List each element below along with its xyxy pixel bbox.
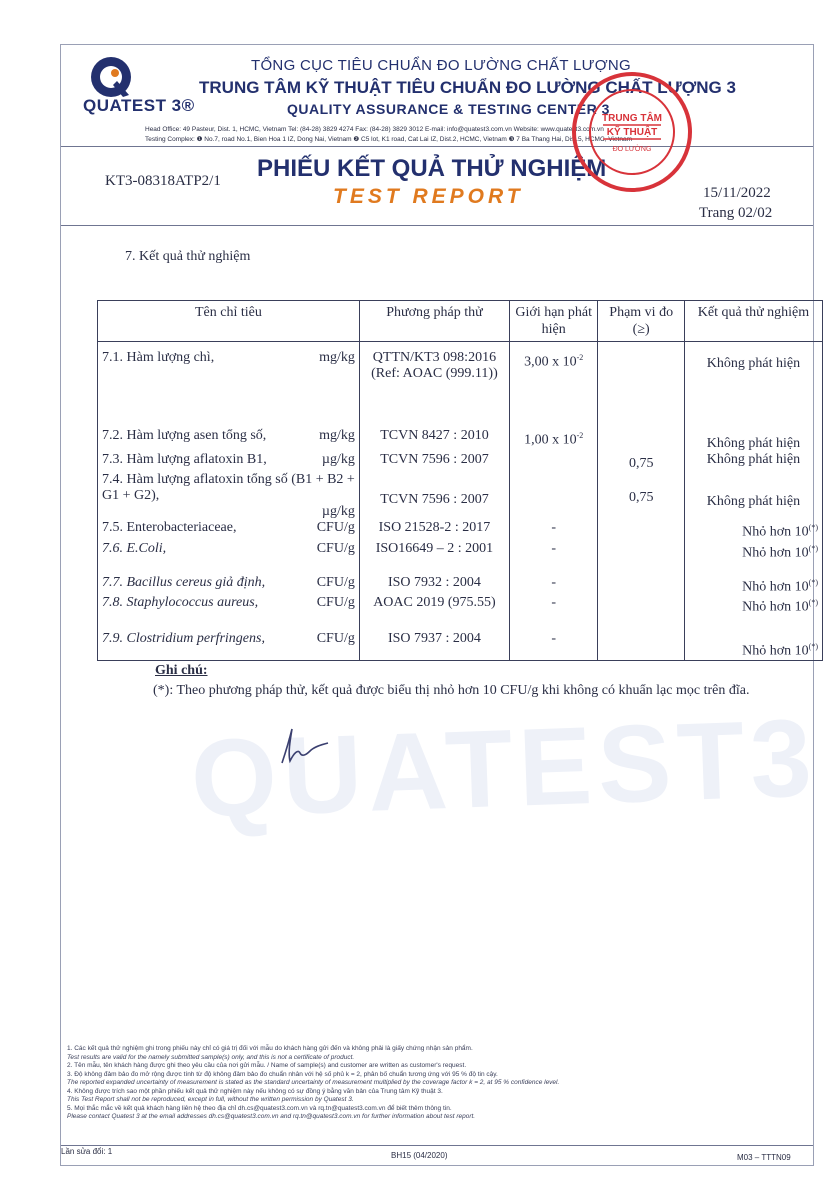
- row-result-sup: (*): [808, 642, 818, 652]
- table-row: [98, 452, 823, 472]
- row-range: [598, 520, 685, 541]
- row-name: 7.6. E.Coli,: [102, 540, 167, 556]
- form-code: BH15 (04/2020): [391, 1151, 448, 1160]
- row-result-sup: (*): [808, 523, 818, 532]
- row-method: ISO 7937 : 2004: [359, 631, 509, 660]
- row-name: 7.8. Staphylococcus aureus,: [102, 595, 259, 611]
- footer-note-3: 3. Độ không đảm bảo đo mở rộng được tính từ độ không đảm bảo đo chuẩn nhân với hệ số phủ k = 2, phân bố chuẩn tương ứng với 95 % độ tin cậy.: [67, 1070, 498, 1078]
- footer-note-4-en: This Test Report shall not be reproduced, except in full, without the written permission by Quatest 3.: [67, 1096, 354, 1103]
- row-range: [598, 342, 685, 429]
- row-unit: µg/kg: [321, 452, 355, 467]
- row-range: [598, 428, 685, 452]
- row-result: Nhỏ hơn 10: [742, 643, 809, 659]
- row-result: Không phát hiện: [706, 494, 801, 509]
- row-limit: 3,00 x 10: [524, 354, 577, 370]
- table-row: [98, 595, 823, 631]
- title-rule: [61, 225, 813, 226]
- row-result: Nhỏ hơn 10: [742, 545, 809, 561]
- report-page: [60, 44, 820, 1166]
- row-method: ISO 21528-2 : 2017: [359, 520, 509, 541]
- org-line-3: QUALITY ASSURANCE & TESTING CENTER 3: [287, 101, 610, 117]
- report-title-vi: PHIẾU KẾT QUẢ THỬ NGHIỆM: [257, 155, 607, 182]
- row-range: 0,75: [598, 472, 685, 520]
- header-result: Kết quả thử nghiệm: [684, 301, 822, 342]
- header-method: Phương pháp thử: [359, 301, 509, 342]
- row-limit-exp: -2: [576, 353, 584, 362]
- row-name: 7.3. Hàm lượng aflatoxin B1,: [102, 452, 267, 467]
- footer-note-1-en: Test results are valid for the namely submitted sample(s) only, and this is not a certificate of product.: [67, 1053, 355, 1061]
- row-result: Nhỏ hơn 10: [742, 579, 809, 595]
- row-unit: µg/kg: [321, 504, 355, 519]
- row-limit-exp: -2: [576, 431, 584, 440]
- table-row: [98, 428, 823, 452]
- header-rule: [61, 146, 813, 147]
- signature-icon: [276, 723, 336, 767]
- row-result-sup: (*): [808, 543, 818, 553]
- row-result: Nhỏ hơn 10: [742, 524, 809, 540]
- footer-note-5: 5. Mọi thắc mắc về kết quả khách hàng liên hệ theo địa chỉ dh.cs@quatest3.com.vn và rq.tn@quatest3.com.vn để biết thêm thông tin.: [67, 1104, 452, 1112]
- row-method: TCVN 7596 : 2007: [359, 452, 509, 472]
- svg-text:ĐO LƯỜNG: ĐO LƯỜNG: [612, 146, 652, 153]
- row-name: 7.9. Clostridium perfringens,: [102, 631, 265, 647]
- table-row: [98, 342, 823, 429]
- row-unit: mg/kg: [319, 350, 355, 365]
- svg-text:TRUNG TÂM: TRUNG TÂM: [602, 113, 662, 124]
- row-limit: -: [551, 540, 557, 556]
- footer-note-3-en: The reported expanded uncertainty of measurement is stated as the standard uncertainty of measurement multiplied by the coverage factor k = 2, at 95 % confidence level.: [67, 1079, 560, 1086]
- table-row: [98, 520, 823, 541]
- report-date: 15/11/2022: [703, 185, 771, 201]
- row-range: [598, 595, 685, 631]
- row-unit: CFU/g: [316, 520, 355, 535]
- row-unit: CFU/g: [316, 595, 355, 611]
- row-limit: -: [551, 520, 557, 535]
- row-result: Nhỏ hơn 10: [742, 599, 809, 615]
- testing-complex-address: Testing Complex: ❶ No.7, road No.1, Bien Hoa 1 IZ, Dong Nai, Vietnam ❷ C5 lot, K1 road, Cat Lai IZ, Dist.2, HCMC, Vietnam ❸ 7 Ba Thang Hai, Dist.5, HCMC, Vietnam: [145, 136, 633, 143]
- footer-note-2: 2. Tên mẫu, tên khách hàng được ghi theo yêu cầu của nơi gửi mẫu. / Name of sample(s) and customer are written as customer's request.: [67, 1062, 467, 1069]
- svg-text:KỸ THUẬT: KỸ THUẬT: [606, 127, 658, 138]
- footer-note-5-en: Please contact Quatest 3 at the email addresses dh.cs@quatest3.com.vn and rq.tn@quatest3.com.vn for further information about test report.: [67, 1113, 476, 1120]
- page-number: Trang 02/02: [699, 205, 773, 221]
- header-limit: Giới hạn phát hiện: [510, 301, 598, 342]
- row-name: 7.2. Hàm lượng asen tổng số,: [102, 428, 267, 443]
- row-result: Không phát hiện: [706, 452, 801, 467]
- red-seal-stamp-icon: [569, 69, 695, 195]
- row-name: 7.1. Hàm lượng chì,: [102, 350, 215, 365]
- row-result: Không phát hiện: [706, 436, 801, 451]
- header-name: Tên chỉ tiêu: [98, 301, 360, 342]
- row-method: ISO 7932 : 2004: [359, 575, 509, 596]
- table-row: [98, 541, 823, 575]
- row-name: 7.4. Hàm lượng aflatoxin tổng số (B1 + B2 + G1 + G2),: [102, 472, 355, 503]
- results-table: [97, 300, 823, 661]
- row-name: 7.5. Enterobacteriaceae,: [102, 520, 237, 535]
- section-title: 7. Kết quả thử nghiệm: [125, 249, 251, 264]
- document-number: KT3-08318ATP2/1: [105, 173, 221, 189]
- row-method: TCVN 7596 : 2007: [359, 472, 509, 520]
- row-range: [598, 541, 685, 575]
- row-range: 0,75: [598, 452, 685, 472]
- table-header-row: [98, 301, 823, 342]
- notes-text: (*): Theo phương pháp thử, kết quả được biểu thị nhỏ hơn 10 CFU/g khi không có khuẩn lạc mọc trên đĩa.: [153, 683, 750, 698]
- org-line-1: TỔNG CỤC TIÊU CHUẨN ĐO LƯỜNG CHẤT LƯỢNG: [251, 57, 632, 74]
- table-row: [98, 631, 823, 660]
- row-unit: CFU/g: [316, 574, 355, 590]
- notes-heading: Ghi chú:: [155, 663, 208, 678]
- row-limit: -: [551, 595, 557, 611]
- row-limit: -: [551, 574, 557, 590]
- footer-notes: [67, 1045, 807, 1122]
- row-method: AOAC 2019 (975.55): [359, 595, 509, 631]
- row-result-sup: (*): [808, 598, 818, 608]
- form-id: M03 – TTTN09: [737, 1153, 791, 1162]
- table-row: [98, 472, 823, 520]
- row-range: [598, 631, 685, 660]
- revision-number: Lần sửa đổi: 1: [61, 1147, 113, 1156]
- row-name: 7.7. Bacillus cereus giả định,: [102, 574, 266, 590]
- brand-name: QUATEST 3®: [83, 96, 195, 115]
- footer-note-4: 4. Không được trích sao một phần phiếu kết quả thử nghiệm này nếu không có sự đồng ý bằng văn bản của Trung tâm Kỹ thuật 3.: [67, 1087, 443, 1095]
- report-title-en: TEST REPORT: [333, 185, 524, 208]
- row-limit: -: [551, 631, 557, 647]
- footer-rule: [61, 1145, 813, 1146]
- row-method: QTTN/KT3 098:2016 (Ref: AOAC (999.11)): [359, 342, 509, 429]
- row-method: TCVN 8427 : 2010: [359, 428, 509, 452]
- quatest-logo-icon: [71, 53, 151, 133]
- watermark: QUATEST3: [189, 696, 820, 841]
- row-range: [598, 575, 685, 596]
- footer-note-1: 1. Các kết quả thử nghiệm ghi trong phiếu này chỉ có giá trị đối với mẫu do khách hàng gửi đến và không phải là giấy chứng nhận sản phẩm.: [67, 1045, 473, 1052]
- row-unit: mg/kg: [319, 428, 355, 443]
- org-line-2: TRUNG TÂM KỸ THUẬT TIÊU CHUẨN ĐO LƯỜNG CHẤT LƯỢNG 3: [199, 78, 736, 97]
- row-unit: CFU/g: [316, 631, 355, 647]
- row-result: Không phát hiện: [706, 356, 801, 371]
- header-range: Phạm vi đo (≥): [598, 301, 685, 342]
- row-limit: 1,00 x 10: [524, 432, 577, 448]
- table-row: [98, 575, 823, 596]
- row-method: ISO16649 – 2 : 2001: [359, 541, 509, 575]
- head-office-address: Head Office: 49 Pasteur, Dist. 1, HCMC, Vietnam Tel: (84-28) 3829 4274 Fax: (84-28) 3829 3012 E-mail: info@quatest3.com.vn Website: www.quatest3.com.vn: [145, 126, 604, 133]
- row-unit: CFU/g: [316, 540, 355, 556]
- row-result-sup: (*): [808, 577, 818, 587]
